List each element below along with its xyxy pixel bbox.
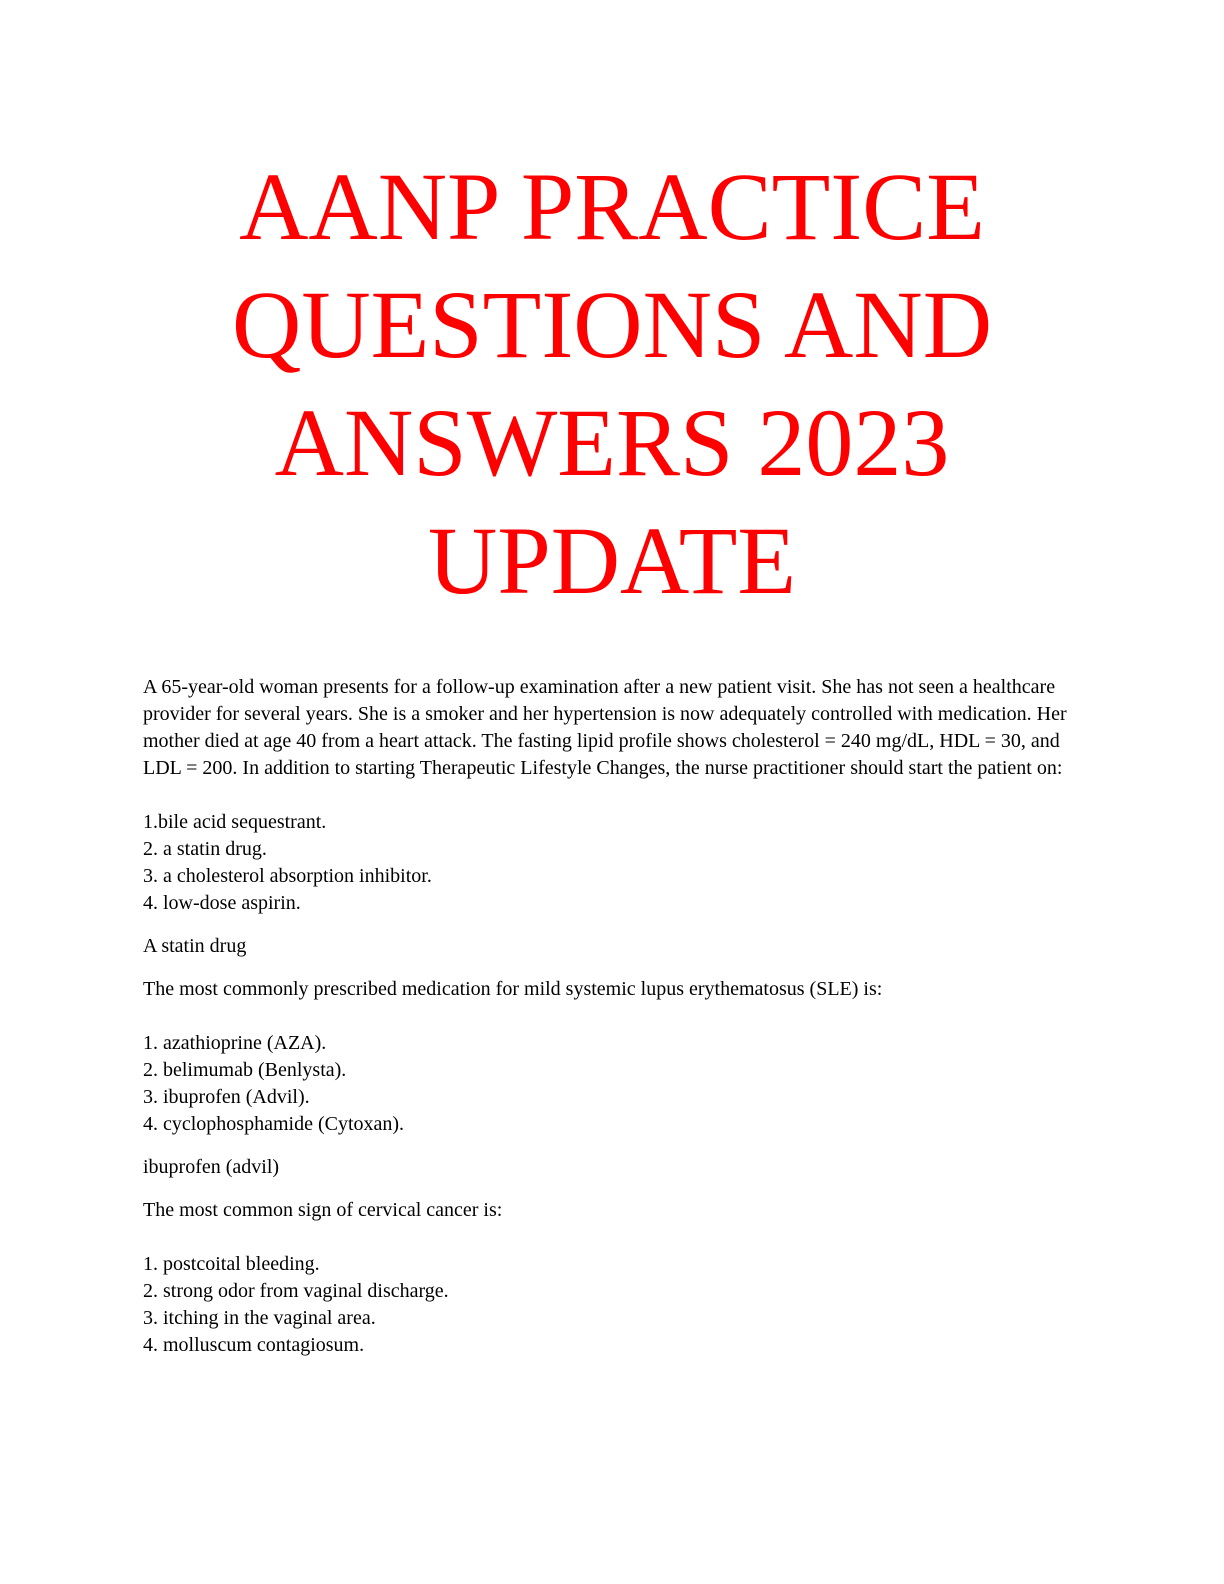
question-stem: The most commonly prescribed medication for mild systemic lupus erythematosus (SLE) is: (143, 978, 883, 1000)
title-line: AANP PRACTICE (239, 153, 985, 260)
answer-options (143, 809, 1073, 917)
option-item: 2. belimumab (Benlysta). (143, 1059, 347, 1081)
answer-text: ibuprofen (advil) (143, 1156, 280, 1178)
option-item: 3. a cholesterol absorption inhibitor. (143, 865, 432, 887)
answer-text: A statin drug (143, 935, 247, 957)
question-1 (143, 674, 1073, 960)
title-line: ANSWERS 2023 (274, 389, 950, 496)
option-item: 3. ibuprofen (Advil). (143, 1086, 310, 1108)
document-body (143, 674, 1073, 1359)
option-item: 2. a statin drug. (143, 838, 267, 860)
question-2 (143, 976, 1073, 1181)
option-item: 4. molluscum contagiosum. (143, 1334, 365, 1356)
question-stem: A 65-year-old woman presents for a follow-up examination after a new patient visit. She has not seen a healthcare provider for several years. She is a smoker and her hypertension is now adequately controlled with medication. Her mother died at age 40 from a heart attack. The fasting lipid profile shows cholesterol = 240 mg/dL, HDL = 30, and LDL = 200. In addition to starting Therapeutic Lifestyle Changes, the nurse practitioner should start the patient on: (143, 676, 1067, 779)
option-item: 3. itching in the vaginal area. (143, 1307, 376, 1329)
option-item: 2. strong odor from vaginal discharge. (143, 1280, 449, 1302)
answer-options (143, 1030, 1073, 1138)
title-line: QUESTIONS AND (231, 271, 993, 378)
option-item: 4. low-dose aspirin. (143, 892, 301, 914)
option-item: 1. postcoital bleeding. (143, 1253, 320, 1275)
document-title (0, 148, 1224, 620)
answer-options (143, 1251, 1073, 1359)
option-item: 1. azathioprine (AZA). (143, 1032, 327, 1054)
title-line: UPDATE (427, 507, 796, 614)
question-stem: The most common sign of cervical cancer is: (143, 1199, 503, 1221)
option-item: 4. cyclophosphamide (Cytoxan). (143, 1113, 405, 1135)
question-3 (143, 1197, 1073, 1359)
option-item: 1.bile acid sequestrant. (143, 811, 327, 833)
